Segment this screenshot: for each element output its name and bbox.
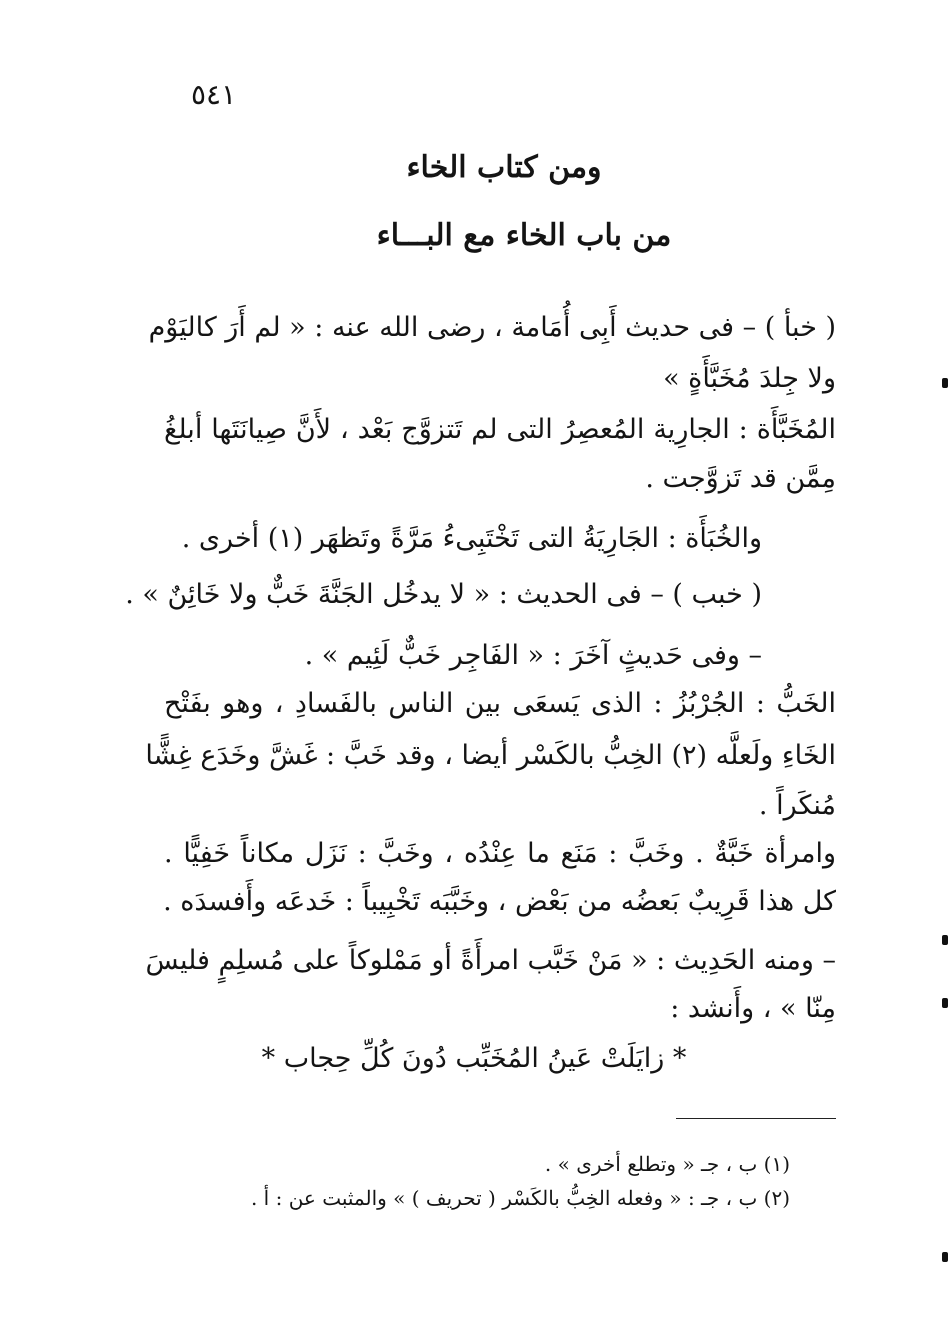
text-line-9: الخَاءِ ولَعلَّه (٢) الخِبُّ بالكَسْر أيضا ، وقد خَبَّ : غَشَّ وخَدَع غِشًّا	[145, 740, 836, 771]
footnote-divider	[676, 1118, 836, 1119]
text-line-14: مِنّا » ، وأَنشد :	[670, 993, 836, 1024]
text-line-11: وامرأة خَبَّةٌ . وخَبَّ : مَنَع ما عِنْدُه ، وخَبَّ : نَزَل مكاناً خَفِيًّا .	[164, 838, 836, 869]
text-line-5: والخُبَأَة : الجَارِيَةُ التى تَخْتَبِىءُ مَرَّةً وتَظهَر (١) أخرى .	[181, 523, 762, 554]
margin-mark	[942, 1252, 948, 1262]
text-line-8: الخَبُّ : الجُرْبُزُ : الذى يَسعَى بين الناس بالفَسادِ ، وهو بفَتْح	[164, 688, 836, 719]
text-line-6: ( خبب ) – فى الحديث : « لا يدخُل الجَنَّةَ خَبٌّ ولا خَائِنٌ » .	[125, 579, 762, 610]
text-line-3: المُخَبَّأَة : الجارِية المُعصِرُ التى لم تَتزوَّج بَعْد ، لأَنَّ صِيانَتَها أبلغُ	[164, 414, 836, 445]
text-line-13: – ومنه الحَدِيث : « مَنْ خَبَّب امرأَةً أو مَمْلوكاً على مُسلِمٍ فليسَ	[145, 945, 836, 976]
footnote-1: (١) ب ، جـ « وتطلع أخرى » .	[544, 1152, 790, 1176]
margin-mark	[942, 378, 948, 388]
text-line-2: ولا جِلدَ مُخَبَّأَةٍ »	[663, 363, 836, 394]
margin-mark	[942, 935, 948, 945]
verse-line: * زايَلَتْ عَينُ المُخَبِّب دُونَ كُلِّ حِجاب *	[261, 1043, 687, 1074]
book-title: ومن كتاب الخاء	[406, 150, 602, 185]
margin-mark	[942, 998, 948, 1008]
text-line-4: مِمَّن قد تَزوَّجت .	[645, 463, 836, 494]
text-line-10: مُنكَراً .	[758, 790, 836, 821]
text-line-12: كل هذا قَرِيبٌ بَعضُه من بَعْض ، وخَبَّبَه تَخْبِيباً : خَدعَه وأَفسدَه .	[163, 886, 836, 917]
chapter-title: من باب الخاء مع البـــاء	[376, 218, 672, 253]
text-line-7: – وفى حَديثٍ آخَرَ : « الفَاجِر خَبٌّ لَئِيم » .	[304, 640, 762, 671]
text-line-1: ( خبأ ) – فى حديث أَبِى أُمَامة ، رضى الله عنه : « لم أَرَ كاليَوْم	[148, 312, 836, 343]
page-number: ٥٤١	[191, 78, 237, 111]
footnote-2: (٢) ب ، جـ : « وفعله الخِبُّ بالكَسْر ( تحريف ) » والمثبت عن : أ .	[250, 1186, 790, 1210]
